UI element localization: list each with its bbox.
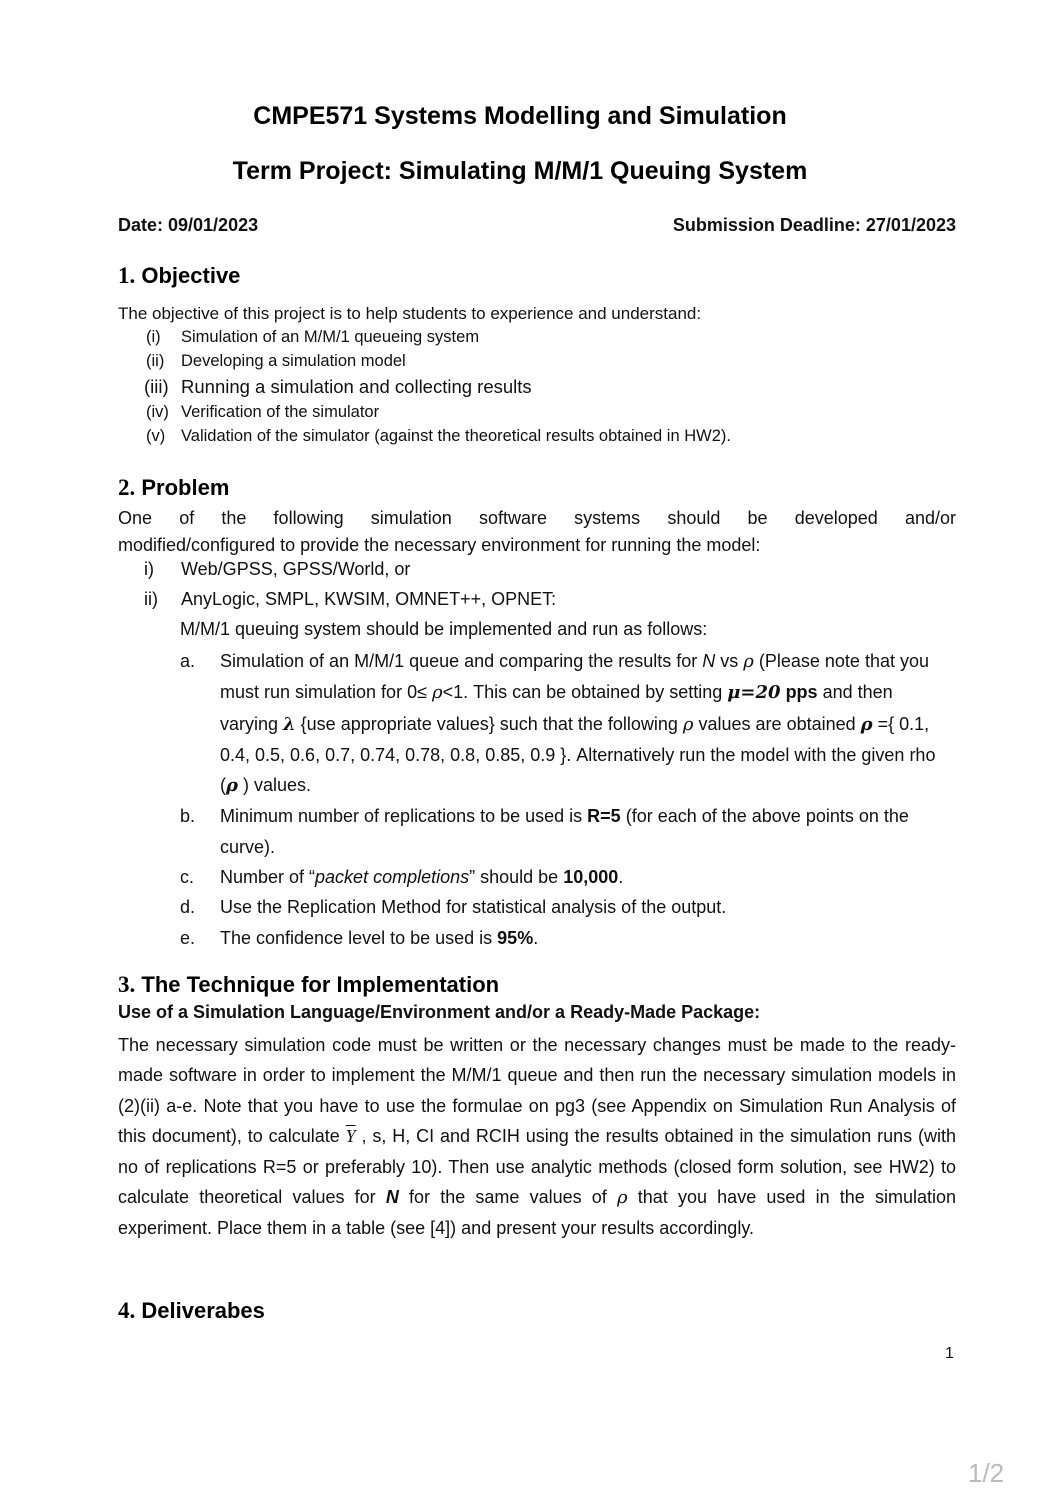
list-item: c. Number of “packet completions” should be 10,000. — [180, 867, 624, 888]
section-3-body: The necessary simulation code must be written or the necessary changes must be made to the ready-made software in order to implement the M/M/1 queue and then run the necessary simulation models in (2)(ii) a-e. Note that you have to use the formulae on pg3 (see Appendix on Simulation Run Analysis of this document), to calculate $\overline{Y}$ , s, H, CI and RCIH using the results obtained in the simulation runs (with no of replications R=5 or preferably 10). Then use analytic methods (closed form solution, see HW2) to calculate theoretical values for N for the same values of ρ that you have used in the simulation experiment. Place them in a table (see [4]) and present your results accordingly. — [118, 1035, 957, 1239]
problem-intro: One of the following simulation software systems should be developed and/or modified/configured to provide the necessary environment for running the model: — [118, 508, 956, 555]
section-4-heading — [118, 1298, 265, 1324]
project-title: Term Project: Simulating M/M/1 Queuing System — [232, 157, 808, 185]
submission-deadline: Submission Deadline: 27/01/2023 — [672, 215, 956, 235]
section-1-heading — [118, 263, 240, 289]
run-requirements-list — [180, 646, 950, 953]
section-title: Deliverabes — [141, 1298, 265, 1323]
course-title: CMPE571 Systems Modelling and Simulation — [253, 102, 787, 130]
list-item: b. Minimum number of replications to be used is R=5 (for each of the above points on the curve). — [180, 806, 909, 857]
objective-intro: The objective of this project is to help students to experience and understand: — [118, 304, 702, 323]
section-number: 4. — [118, 1298, 136, 1323]
section-number: 3. — [118, 972, 136, 997]
section-title: The Technique for Implementation — [141, 972, 500, 997]
issue-date: Date: 09/01/2023 — [118, 215, 259, 235]
section-title: Objective — [141, 263, 241, 288]
list-item: a. Simulation of an M/M/1 queue and comparing the results for N vs ρ (Please note that you must run simulation for 0≤ ρ<1. This can be obtained by setting μ=20 pps and then varying λ {use appropriate values} such that the following ρ values are obtained ρ ={ 0.1, 0.4, 0.5, 0.6, 0.7, 0.74, 0.78, 0.8, 0.85, 0.9 }. Alternatively run the model with the given rho (ρ ) values. — [180, 651, 936, 797]
page-counter: 1/2 — [968, 1458, 1005, 1488]
page-number: 1 — [945, 1345, 954, 1362]
list-item: e. The confidence level to be used is 95%. — [180, 927, 539, 948]
section-3-heading — [118, 972, 499, 998]
section-3-subheading: Use of a Simulation Language/Environment and/or a Ready-Made Package: — [118, 1002, 761, 1022]
list-item: d. Use the Replication Method for statistical analysis of the output. — [180, 897, 727, 918]
implementation-line: M/M/1 queuing system should be implemented and run as follows: — [180, 619, 708, 639]
section-2-heading — [118, 475, 229, 501]
section-number: 2. — [118, 475, 136, 500]
section-number: 1. — [118, 263, 136, 288]
section-title: Problem — [141, 475, 230, 500]
date-line — [118, 215, 956, 236]
document-page: CMPE571 Systems Modelling and Simulation Term Project: Simulating M/M/1 Queuing System Date: 09/01/2023 Submission Deadline: 27/01/2023 1. Objective The objective of this project is to help students to experience and understand: (i) Simulation of an M/M/1 queueing system (ii) Developing a simulation model (iii) Running a simulation and collecting results (iv) Verification of the simulator (v) Validation of the simulator (against the theoretical results obtained in HW2). 2. Problem One of the following simulation software systems should be developed and/or modified/configured to provide the necessary environment for running the model: i) Web/GPSS, GPSS/World, or ii) AnyLogic, SMPL, KWSIM, OMNET++, OPNET: M/M/1 queuing system should be implemented and run as follows: a. Simulation of an M/M/1 queue and comparing the results for N vs ρ (Please note that you must run simulation for 0≤ ρ<1. This can be obtained by setting μ=20 pps and then varying λ {use appropriate values} such that the following ρ values are obtained ρ ={ 0.1, 0.4, 0.5, 0.6, 0.7, 0.74, 0.78, 0.8, 0.85, 0.9 }. Alternatively run the model with the given rho (ρ ) values. b. Minimum number of replications to be used is R=5 (for each of the above points on the curve). c. Number of “packet completions” should be 10,000. d. Use the Replication Method for statistical analysis of the output. e. The confidence level to be used is 95%. 3. The Technique for Implementation Use of a Simulation Language/Environment and/or a Ready-Made Package: The necessary simulation code must be written or the necessary changes must be made to the ready-made software in order to implement the M/M/1 queue and then run the necessary simulation models in (2)(ii) a-e. Note that you have to use the formulae on pg3 (see Appendix on Simulation Run Analysis of this document), to calculate $\overline{Y}$ , s, H, CI and RCIH using the results obtained in the simulation runs (with no of replications R=5 or preferably 10). Then use analytic methods (closed form solution, see HW2) to calculate theoretical values for N for the same values of ρ that you have used in the simulation experiment. Place them in a table (see [4]) and present your results accordingly. 4. Deliverabes 1 1/2 — [0, 0, 1040, 1479]
